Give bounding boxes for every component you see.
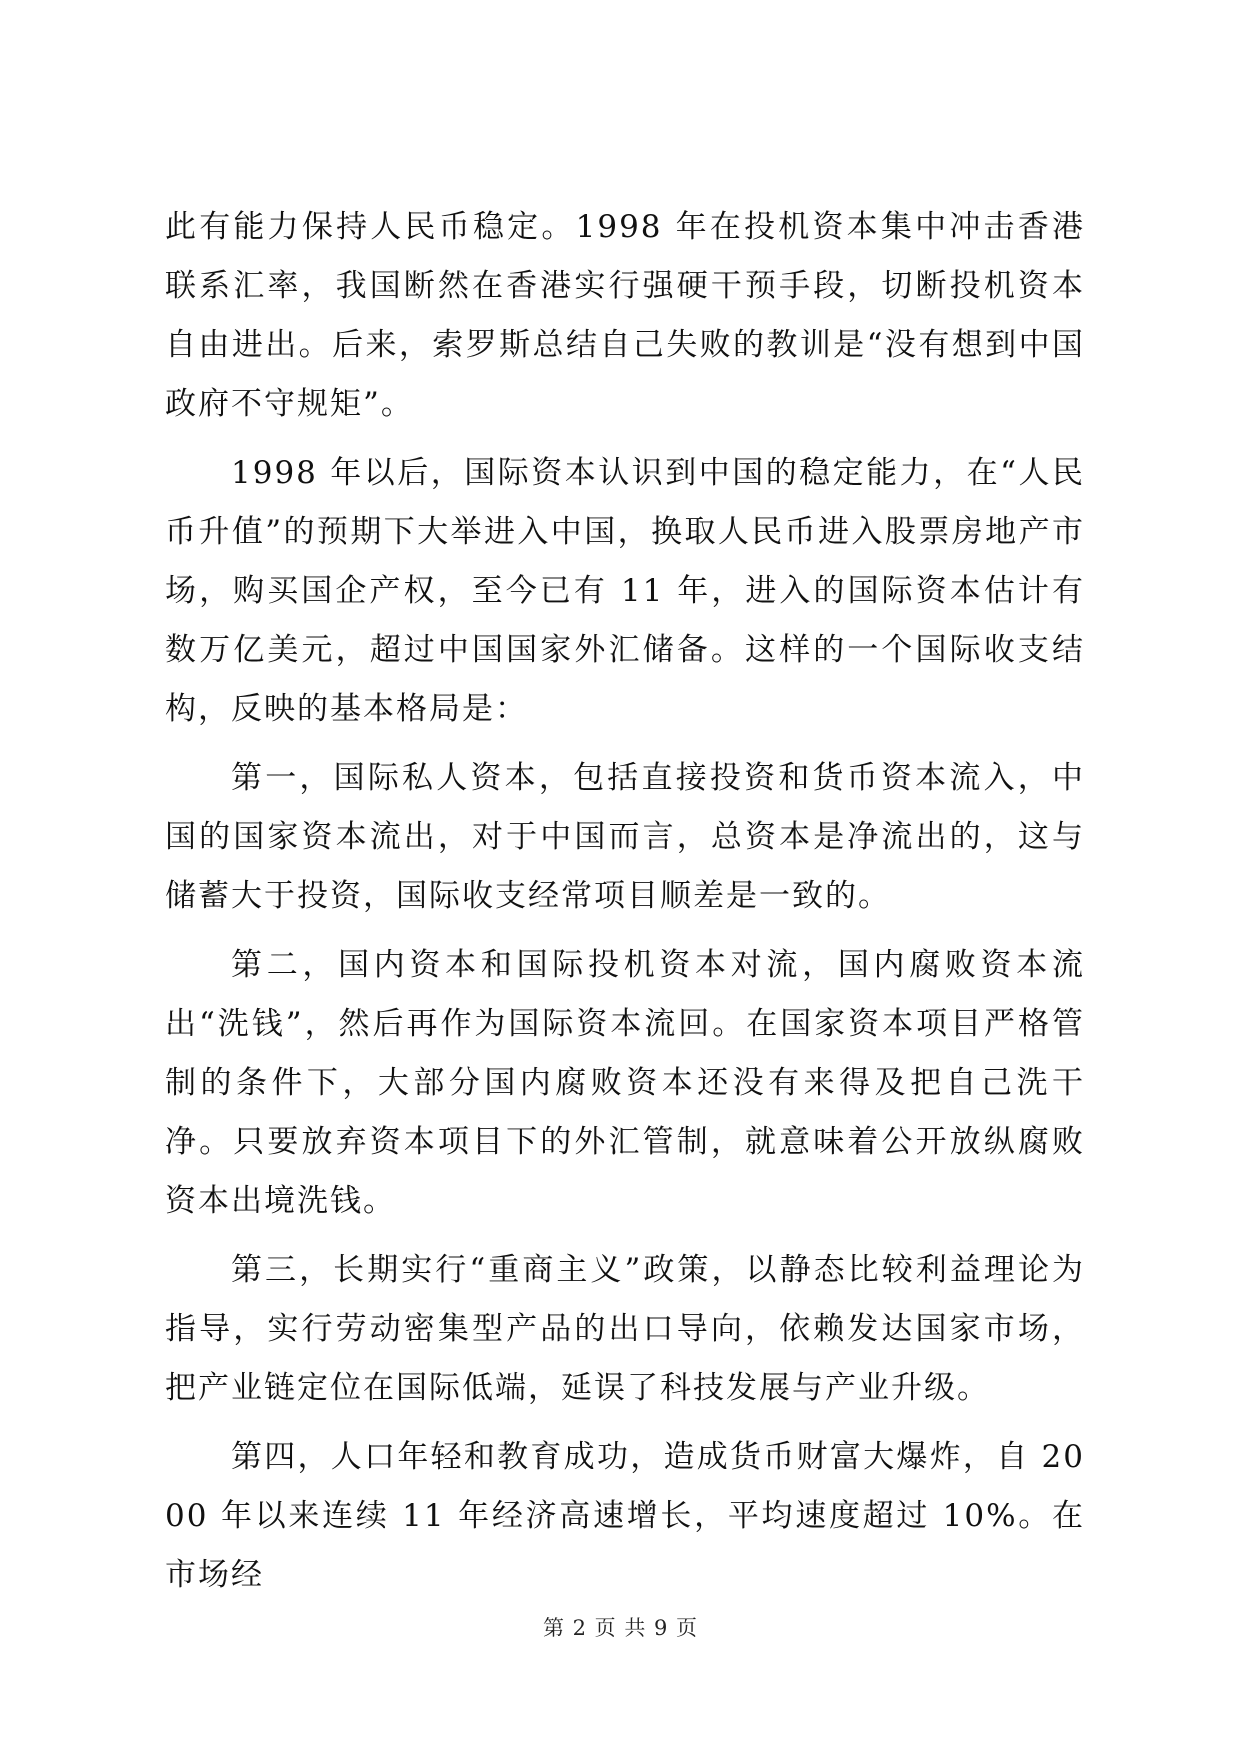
paragraph-4: 第二，国内资本和国际投机资本对流，国内腐败资本流出“洗钱”，然后再作为国际资本流回。在国家资本项目严格管制的条件下，大部分国内腐败资本还没有来得及把自己洗干净。只要放弃资本项目下的外汇管制，就意味着公开放纵腐败资本出境洗钱。 <box>165 947 1085 1219</box>
paragraph-1: 此有能力保持人民币稳定。1998 年在投机资本集中冲击香港联系汇率，我国断然在香港实行强硬干预手段，切断投机资本自由进出。后来，索罗斯总结自己失败的教训是“没有想到中国政府不守规矩”。 <box>165 209 1085 422</box>
paragraph-3: 第一，国际私人资本，包括直接投资和货币资本流入，中国的国家资本流出，对于中国而言，总资本是净流出的，这与储蓄大于投资，国际收支经常项目顺差是一致的。 <box>165 760 1085 914</box>
paragraph-6: 第四，人口年轻和教育成功，造成货币财富大爆炸，自 2000 年以来连续 11 年经济高速增长，平均速度超过 10%。在市场经 <box>165 1439 1085 1593</box>
paragraph-5: 第三，长期实行“重商主义”政策，以静态比较利益理论为指导，实行劳动密集型产品的出口导向，依赖发达国家市场，把产业链定位在国际低端，延误了科技发展与产业升级。 <box>165 1252 1085 1406</box>
paragraph-2: 1998 年以后，国际资本认识到中国的稳定能力，在“人民币升值”的预期下大举进入中国，换取人民币进入股票房地产市场，购买国企产权，至今已有 11 年，进入的国际资本估计有数万亿美元，超过中国国家外汇储备。这样的一个国际收支结构，反映的基本格局是： <box>165 455 1085 727</box>
document-body <box>165 198 1085 1605</box>
page-number-footer: 第 2 页 共 9 页 <box>542 1616 699 1640</box>
